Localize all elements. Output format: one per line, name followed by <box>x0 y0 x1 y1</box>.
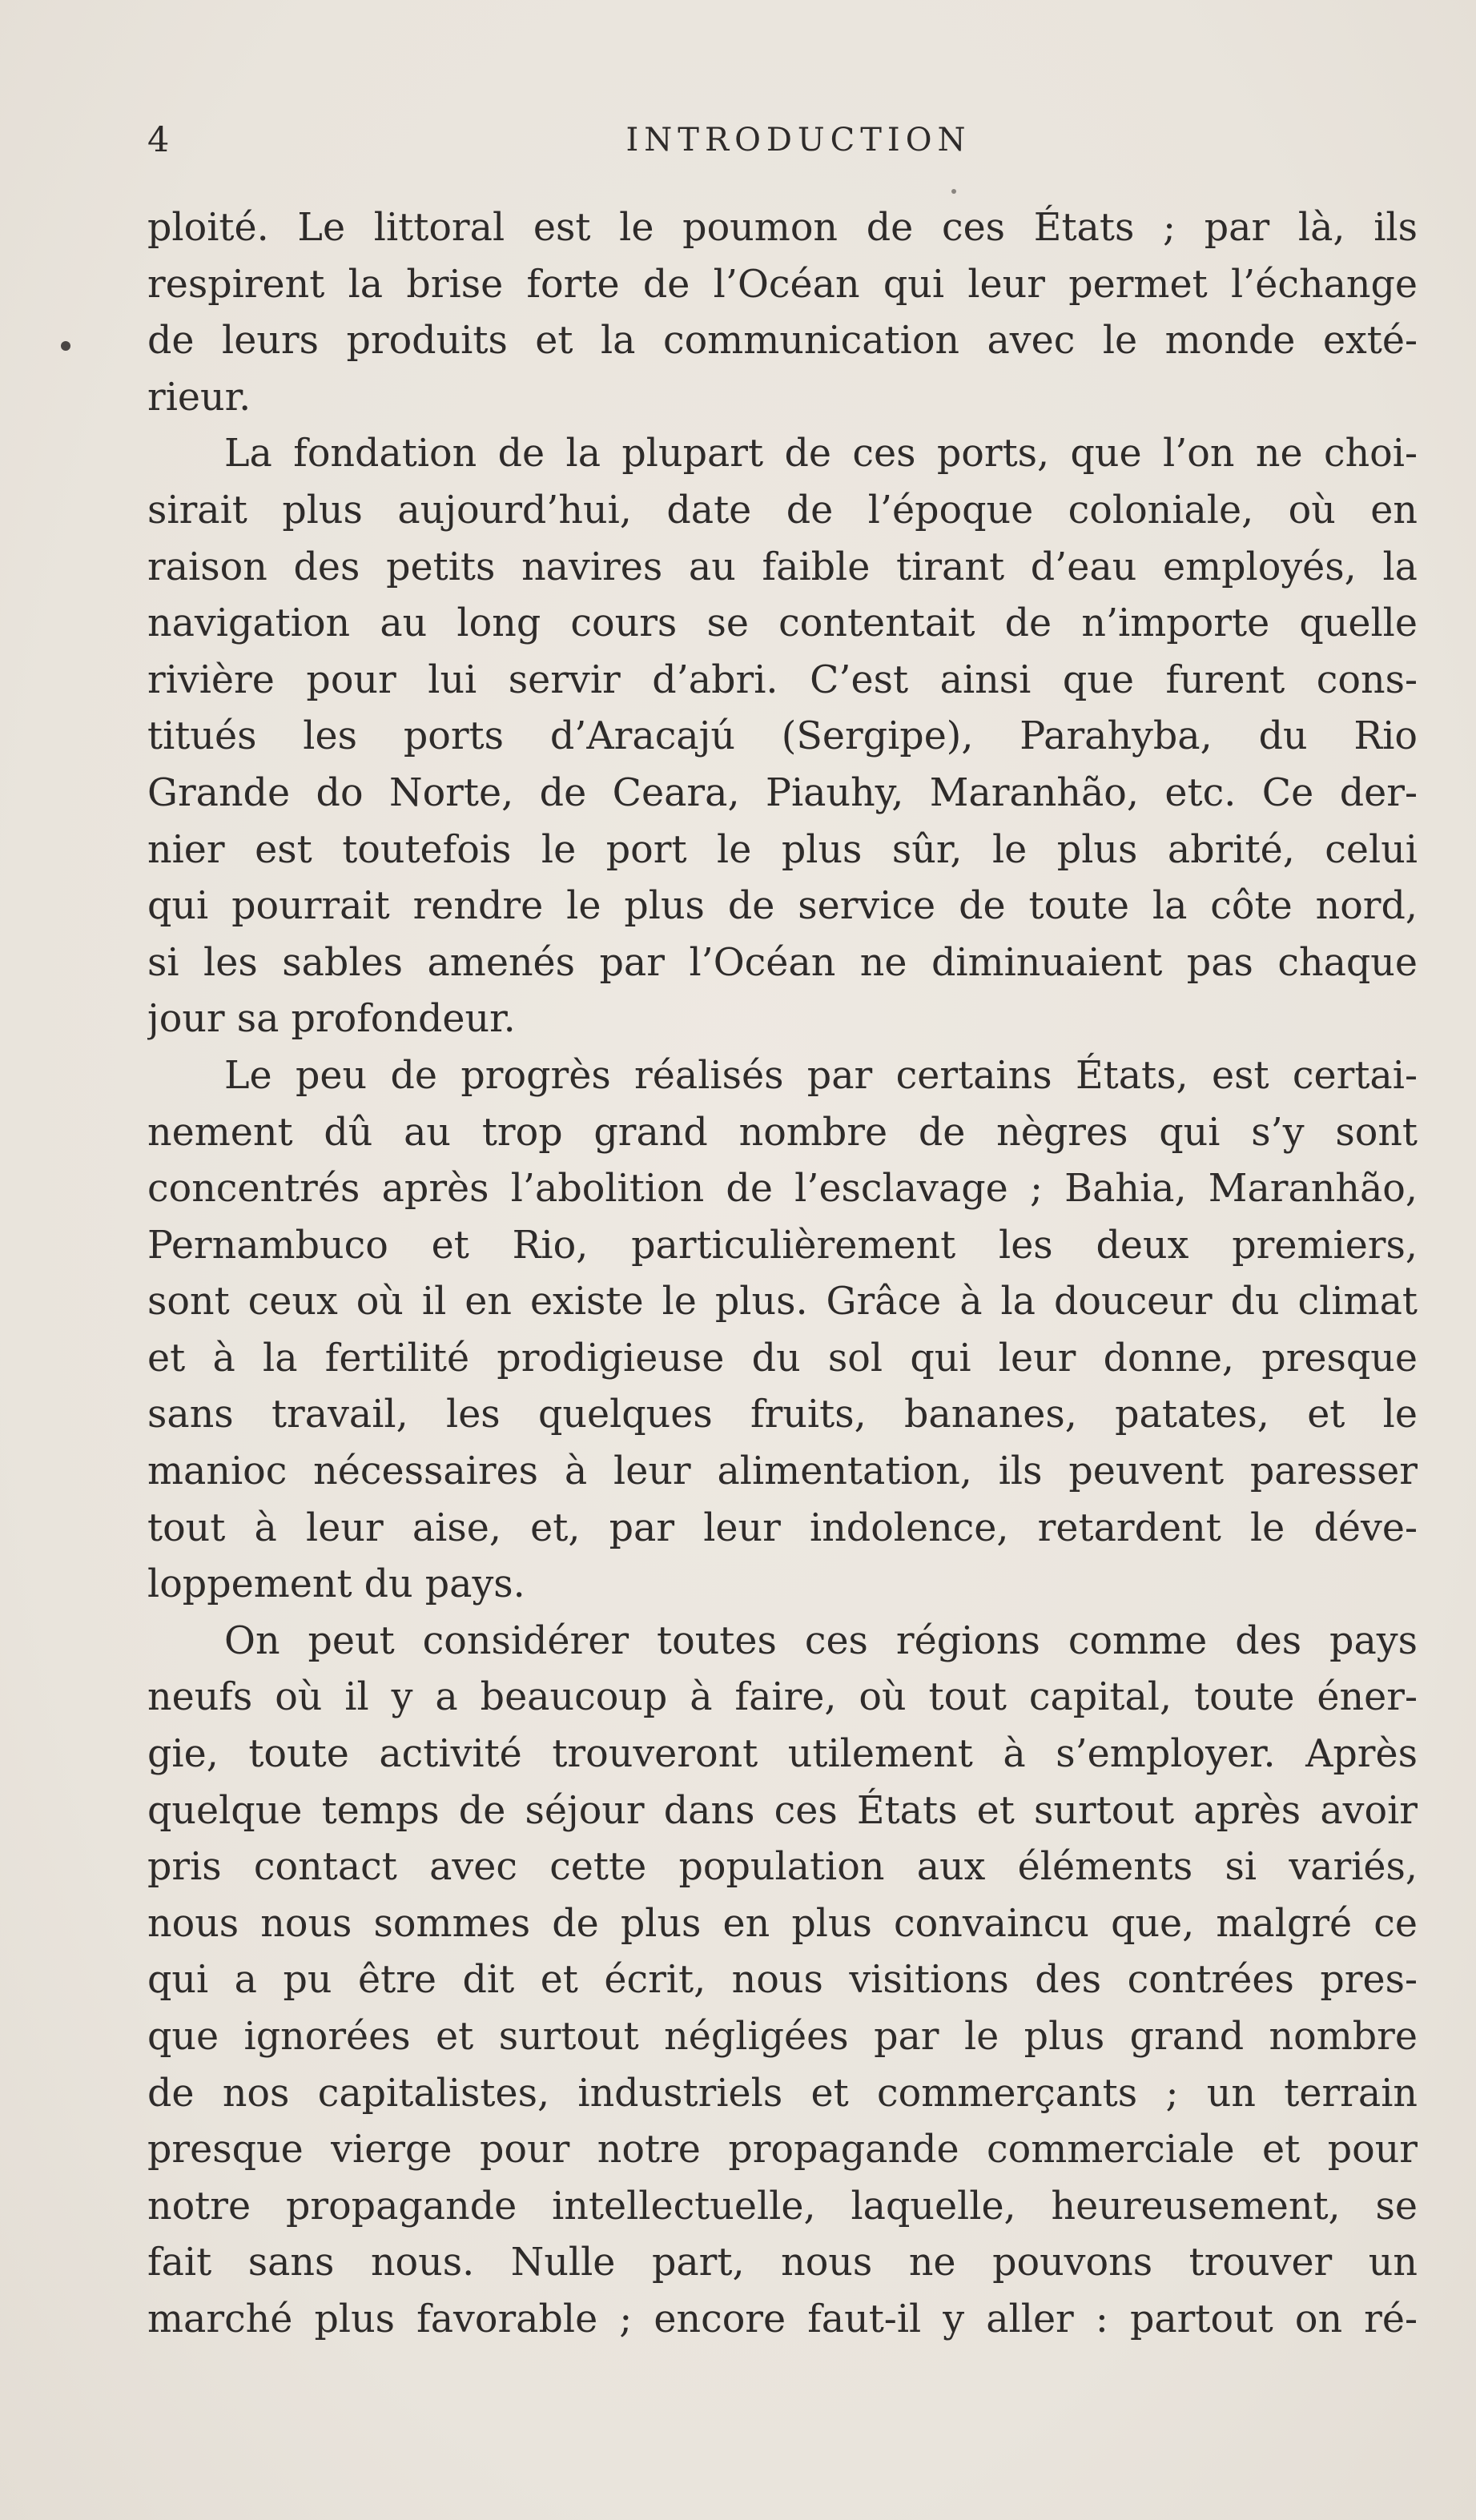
text-line: respirent la brise forte de l’Océan qui leur permet l’échange <box>147 262 1418 307</box>
text-line: gie, toute activité trouveront utilement à s’employer. Après <box>147 1732 1418 1777</box>
paragraph-first-line: La fondation de la plupart de ces ports, que l’on ne choi- <box>224 432 1418 476</box>
text-line: sont ceux où il en existe le plus. Grâce à la douceur du climat <box>147 1280 1418 1324</box>
ink-speck <box>61 341 70 351</box>
text-line: navigation au long cours se contentait de n’importe quelle <box>147 601 1418 646</box>
page-number: 4 <box>147 120 171 160</box>
text-line: de leurs produits et la communication avec le monde exté- <box>147 319 1418 364</box>
text-line: loppement du pays. <box>147 1562 525 1607</box>
text-line: de nos capitalistes, industriels et commerçants ; un terrain <box>147 2071 1418 2116</box>
text-line: neufs où il y a beaucoup à faire, où tout capital, toute éner- <box>147 1675 1418 1720</box>
text-line: tout à leur aise, et, par leur indolence, retardent le déve- <box>147 1505 1418 1550</box>
text-line: si les sables amenés par l’Océan ne diminuaient pas chaque <box>147 940 1418 985</box>
text-line: presque vierge pour notre propagande commerciale et pour <box>147 2128 1418 2172</box>
text-line: fait sans nous. Nulle part, nous ne pouvons trouver un <box>147 2241 1418 2285</box>
text-line: Grande do Norte, de Ceara, Piauhy, Maranhão, etc. Ce der- <box>147 770 1418 815</box>
text-line: rieur. <box>147 375 251 420</box>
text-line: nous nous sommes de plus en plus convaincu que, malgré ce <box>147 1901 1418 1946</box>
text-line: qui a pu être dit et écrit, nous visitions des contrées pres- <box>147 1958 1418 2003</box>
text-line: rivière pour lui servir d’abri. C’est ainsi que furent cons- <box>147 657 1418 702</box>
text-line: concentrés après l’abolition de l’esclavage ; Bahia, Maranhão, <box>147 1167 1418 1212</box>
ink-speck <box>951 189 956 194</box>
body-text <box>147 200 1418 2349</box>
text-line: marché plus favorable ; encore faut-il y aller : partout on ré- <box>147 2297 1418 2341</box>
text-line: raison des petits navires au faible tirant d’eau employés, la <box>147 545 1418 589</box>
text-line: qui pourrait rendre le plus de service de toute la côte nord, <box>147 884 1418 929</box>
text-line: manioc nécessaires à leur alimentation, ils peuvent paresser <box>147 1449 1418 1494</box>
text-line: sans travail, les quelques fruits, bananes, patates, et le <box>147 1393 1418 1437</box>
text-line: notre propagande intellectuelle, laquelle, heureusement, se <box>147 2184 1418 2229</box>
text-line: titués les ports d’Aracajú (Sergipe), Parahyba, du Rio <box>147 714 1418 759</box>
text-line: sirait plus aujourd’hui, date de l’époque coloniale, où en <box>147 488 1418 533</box>
text-line: jour sa profondeur. <box>147 997 516 1042</box>
text-line: nement dû au trop grand nombre de nègres qui s’y sont <box>147 1110 1418 1155</box>
text-line: et à la fertilité prodigieuse du sol qui leur donne, presque <box>147 1336 1418 1381</box>
text-line: quelque temps de séjour dans ces États et surtout après avoir <box>147 1788 1418 1833</box>
page-header <box>147 120 1418 168</box>
running-head: INTRODUCTION <box>625 122 971 159</box>
text-line: pris contact avec cette population aux éléments si variés, <box>147 1845 1418 1890</box>
text-line: ploité. Le littoral est le poumon de ces États ; par là, ils <box>147 206 1418 250</box>
text-line: nier est toutefois le port le plus sûr, le plus abrité, celui <box>147 827 1418 872</box>
text-line: Pernambuco et Rio, particulièrement les deux premiers, <box>147 1223 1418 1268</box>
paragraph-first-line: On peut considérer toutes ces régions comme des pays <box>224 1618 1418 1663</box>
paragraph-first-line: Le peu de progrès réalisés par certains États, est certai- <box>224 1053 1418 1098</box>
text-line: que ignorées et surtout négligées par le plus grand nombre <box>147 2015 1418 2059</box>
